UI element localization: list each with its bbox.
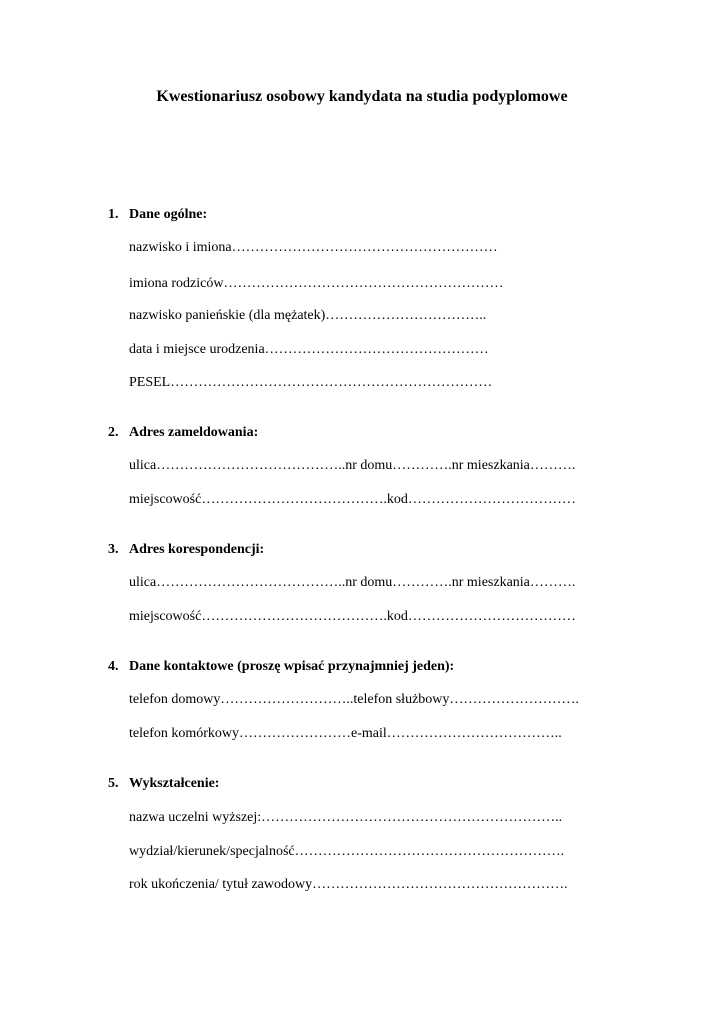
section-heading-education	[108, 776, 219, 792]
section-number: 3.	[108, 542, 119, 557]
page-title: Kwestionariusz osobowy kandydata na studia podyplomowe	[156, 88, 568, 105]
section-heading-correspondence-address	[108, 542, 264, 558]
section-title: Adres zameldowania:	[129, 425, 259, 440]
field-pesel[interactable]: PESEL……………………………………………………………	[129, 375, 493, 390]
field-correspondence-city-postcode[interactable]: miejscowość………………………………….kod………………………………	[129, 609, 576, 624]
section-number: 5.	[108, 776, 119, 791]
field-parents-names[interactable]: imiona rodziców……………………………………………………	[129, 276, 504, 291]
section-heading-registered-address	[108, 425, 258, 441]
section-title: Adres korespondencji:	[129, 542, 265, 557]
section-title: Wykształcenie:	[129, 776, 220, 791]
section-number: 2.	[108, 425, 119, 440]
field-graduation-year-title[interactable]: rok ukończenia/ tytuł zawodowy……………………………………………….	[129, 877, 568, 892]
section-heading-contact-data	[108, 659, 454, 675]
field-birth-date-place[interactable]: data i miejsce urodzenia…………………………………………	[129, 342, 489, 357]
section-title: Dane ogólne:	[129, 207, 208, 222]
field-registered-street[interactable]: ulica…………………………………..nr domu………….nr mieszkania……….	[129, 458, 576, 473]
field-correspondence-street[interactable]: ulica…………………………………..nr domu………….nr mieszkania……….	[129, 575, 576, 590]
field-phone-home-work[interactable]: telefon domowy………………………..telefon służbowy……………………….	[129, 692, 579, 707]
field-registered-city-postcode[interactable]: miejscowość………………………………….kod………………………………	[129, 492, 576, 507]
field-mobile-email[interactable]: telefon komórkowy……………………e-mail………………………………..	[129, 726, 562, 741]
field-university-name[interactable]: nazwa uczelni wyższej:………………………………………………………..	[129, 810, 563, 825]
field-maiden-name[interactable]: nazwisko panieńskie (dla mężatek)……………………………..	[129, 308, 487, 323]
section-number: 4.	[108, 659, 119, 674]
section-number: 1.	[108, 207, 119, 222]
field-full-name[interactable]: nazwisko i imiona…………………………………………………	[129, 240, 498, 255]
field-faculty-major[interactable]: wydział/kierunek/specjalność………………………………………………….	[129, 844, 565, 859]
section-heading-general-data	[108, 207, 207, 223]
section-title: Dane kontaktowe (proszę wpisać przynajmniej jeden):	[129, 659, 455, 674]
